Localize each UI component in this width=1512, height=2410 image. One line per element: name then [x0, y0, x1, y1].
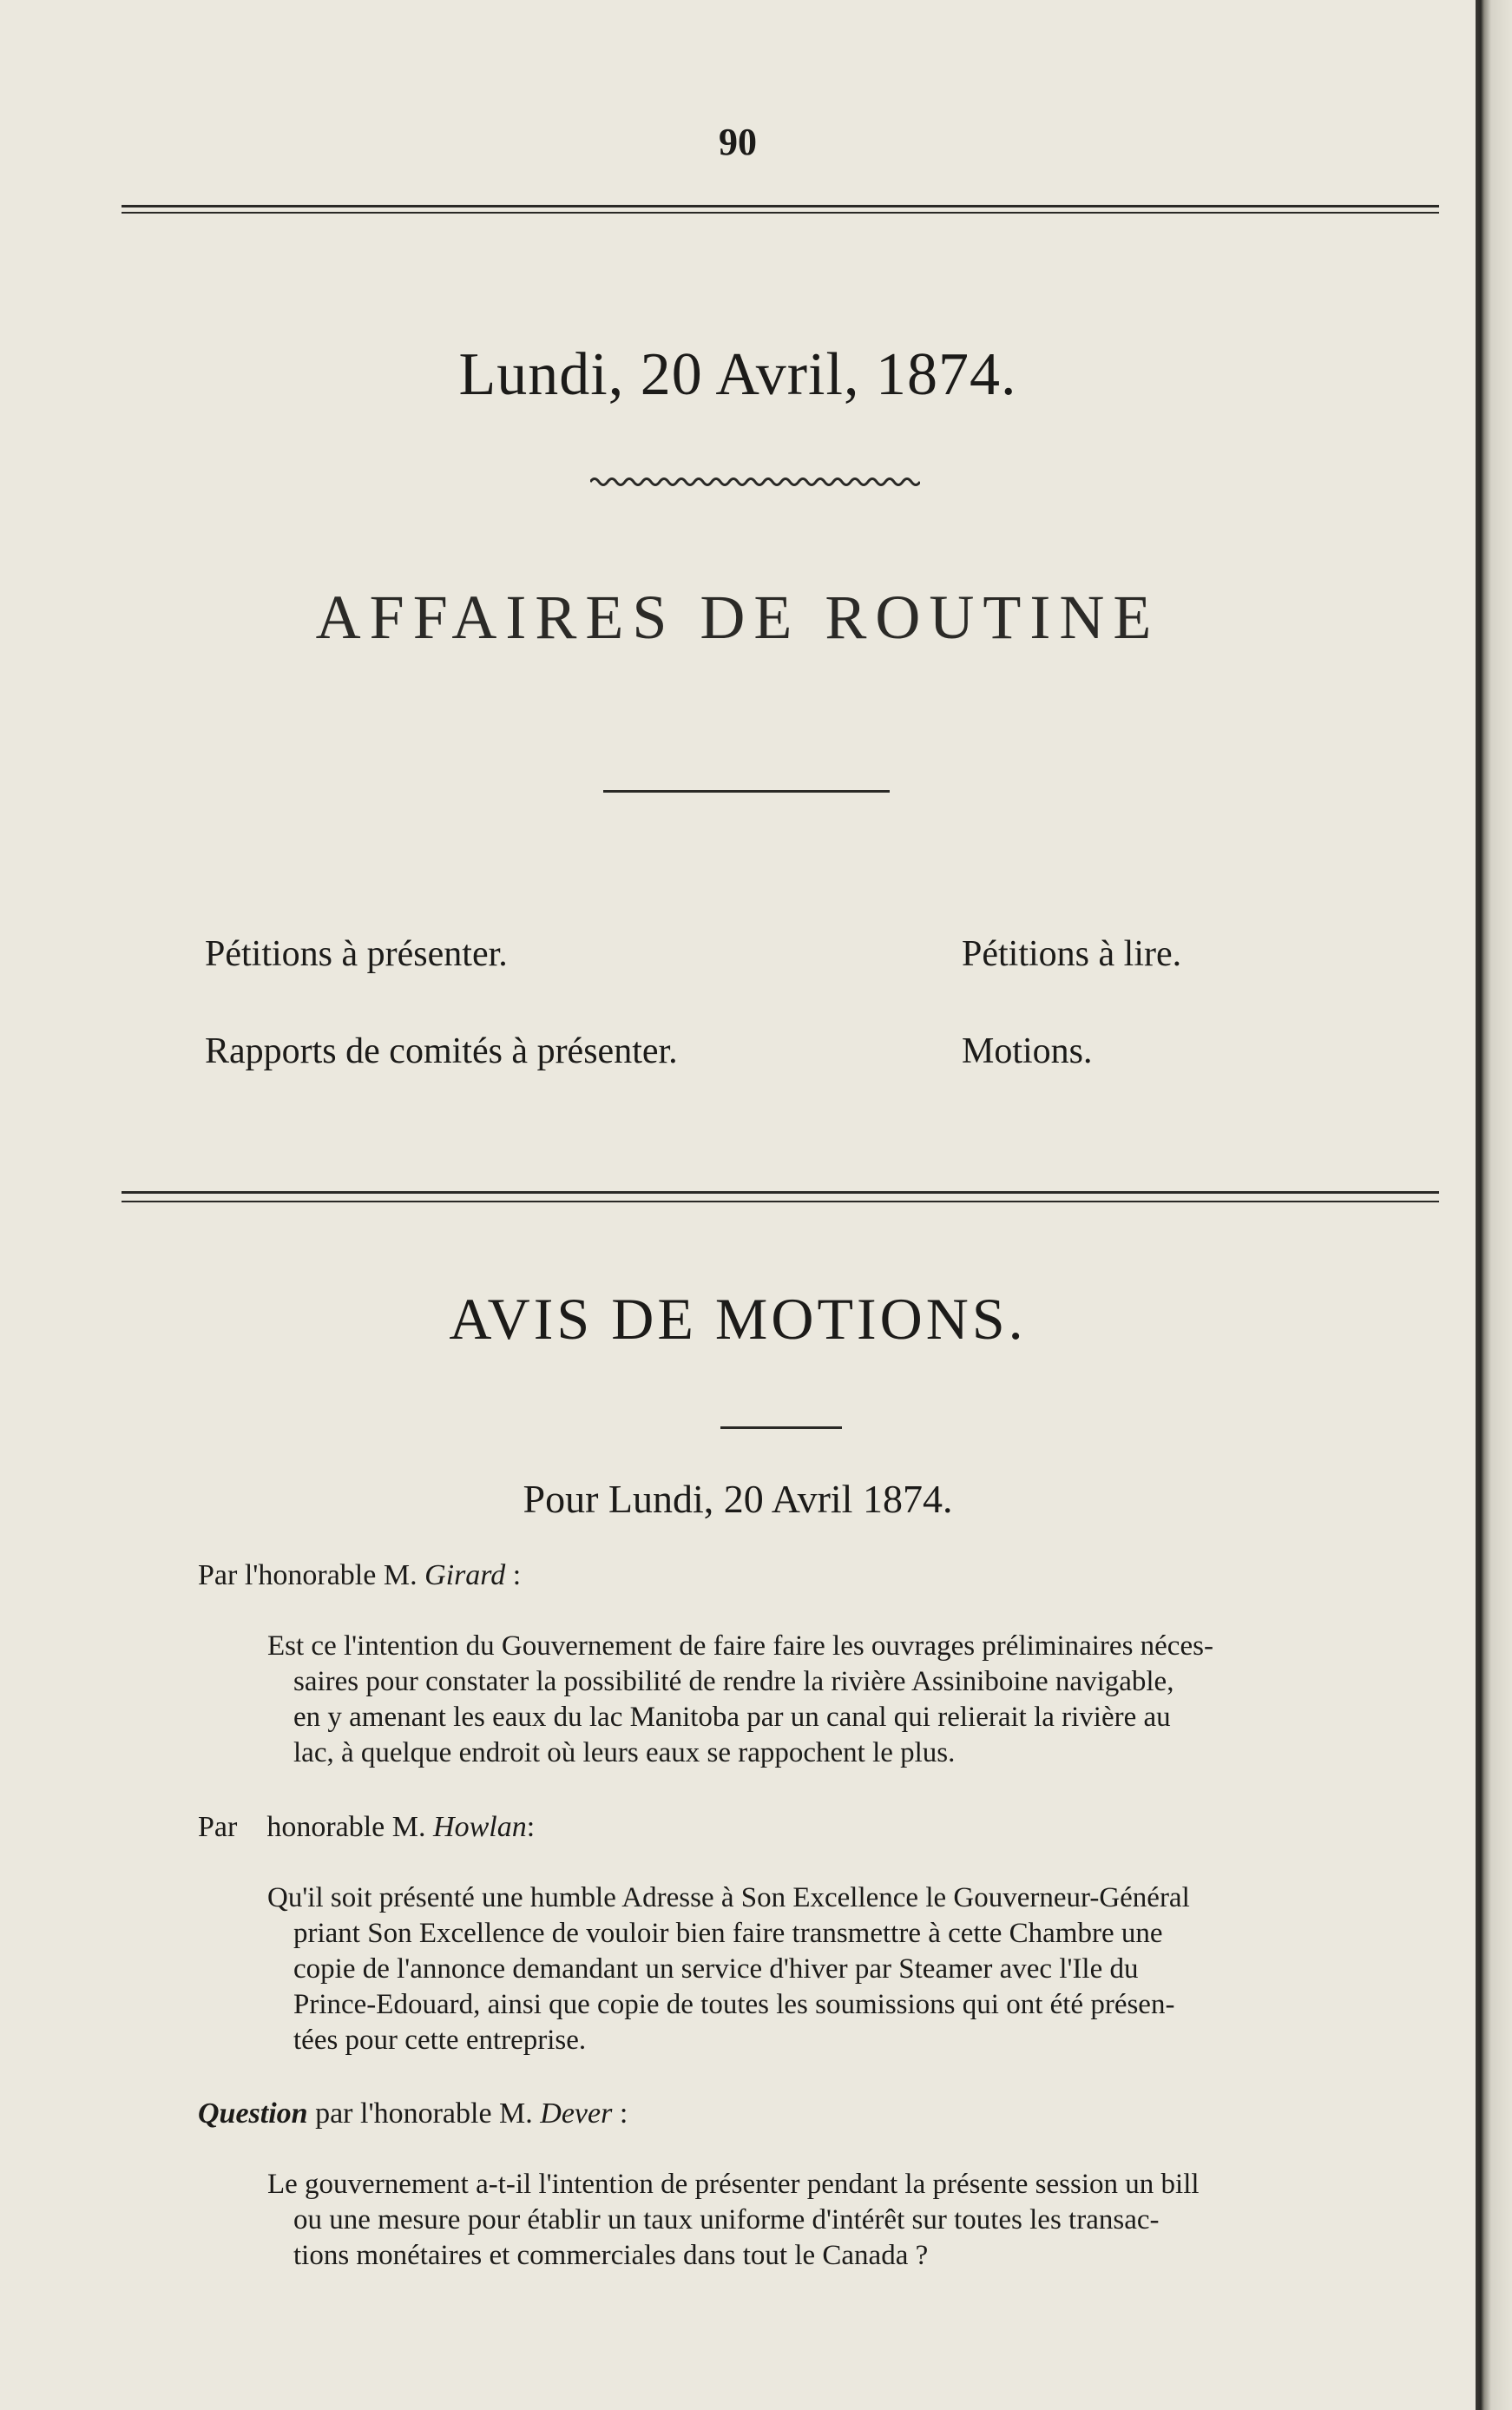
motion-3-line-2: ou une mesure pour établir un taux uniforme d'intérêt sur toutes les transac-	[293, 2204, 1160, 2236]
routine-item-committee-reports: Rapports de comités à présenter.	[205, 1031, 678, 1071]
motion-2-prefix: Par honorable M.	[198, 1811, 426, 1843]
motion-1-mover	[198, 1559, 521, 1592]
motion-3-mover	[198, 2097, 628, 2130]
motion-1-line-3: en y amenant les eaux du lac Manitoba par un canal qui relierait la rivière au	[293, 1702, 1171, 1733]
motion-3-name: Dever	[540, 2097, 613, 2130]
for-date-heading: Pour Lundi, 20 Avril 1874.	[523, 1477, 953, 1521]
header-rule-secondary	[122, 212, 1439, 214]
motion-3-line-3: tions monétaires et commerciales dans tout le Canada ?	[293, 2240, 929, 2271]
motion-2-suffix: :	[526, 1811, 536, 1843]
section-rule	[122, 1191, 1439, 1194]
motion-2-mover	[198, 1811, 535, 1844]
motion-3-suffix: :	[612, 2097, 628, 2130]
date-title: Lundi, 20 Avril, 1874.	[458, 341, 1017, 408]
motion-1-line-4: lac, à quelque endroit où leurs eaux se rappochent le plus.	[293, 1737, 956, 1768]
motion-3-lead: Question	[198, 2097, 308, 2130]
motion-2-line-3: copie de l'annonce demandant un service d'hiver par Steamer avec l'Ile du	[293, 1953, 1139, 1985]
motion-2-line-2: priant Son Excellence de vouloir bien faire transmettre à cette Chambre une	[293, 1918, 1163, 1949]
page-binding-edge	[1476, 0, 1512, 2410]
motion-1-prefix: Par l'honorable M.	[198, 1559, 417, 1591]
routine-item-petitions-read: Pétitions à lire.	[962, 934, 1182, 974]
motion-2-line-5: tées pour cette entreprise.	[293, 2025, 587, 2056]
wavy-divider	[590, 476, 920, 488]
motion-1-line-1: Est ce l'intention du Gouvernement de faire faire les ouvrages préliminaires néces-	[267, 1630, 1213, 1662]
motion-1-text	[267, 1629, 1439, 1771]
motions-section-title: AVIS DE MOTIONS.	[449, 1286, 1027, 1352]
motion-2-text	[267, 1880, 1439, 2058]
routine-item-petitions-present: Pétitions à présenter.	[205, 934, 508, 974]
motion-1-line-2: saires pour constater la possibilité de rendre la rivière Assiniboine navigable,	[293, 1666, 1174, 1697]
motion-1-name: Girard	[424, 1559, 506, 1591]
motion-3-text	[267, 2167, 1439, 2274]
routine-section-title: AFFAIRES DE ROUTINE	[315, 583, 1160, 652]
page-number: 90	[719, 121, 757, 163]
motion-2-line-4: Prince-Edouard, ainsi que copie de toutes les soumissions qui ont été présen-	[293, 1989, 1175, 2020]
routine-item-motions: Motions.	[962, 1031, 1093, 1071]
motion-2-name: Howlan	[433, 1811, 527, 1843]
section-rule-secondary	[122, 1201, 1439, 1202]
motion-3-line-1: Le gouvernement a-t-il l'intention de présenter pendant la présente session un bill	[267, 2169, 1200, 2200]
header-rule	[122, 205, 1439, 207]
motions-divider	[720, 1426, 842, 1429]
motion-2-line-1: Qu'il soit présenté une humble Adresse à Son Excellence le Gouverneur-Général	[267, 1882, 1190, 1913]
motion-1-suffix: :	[505, 1559, 522, 1591]
motion-3-prefix: par l'honorable M.	[307, 2097, 533, 2130]
routine-divider	[603, 790, 890, 793]
